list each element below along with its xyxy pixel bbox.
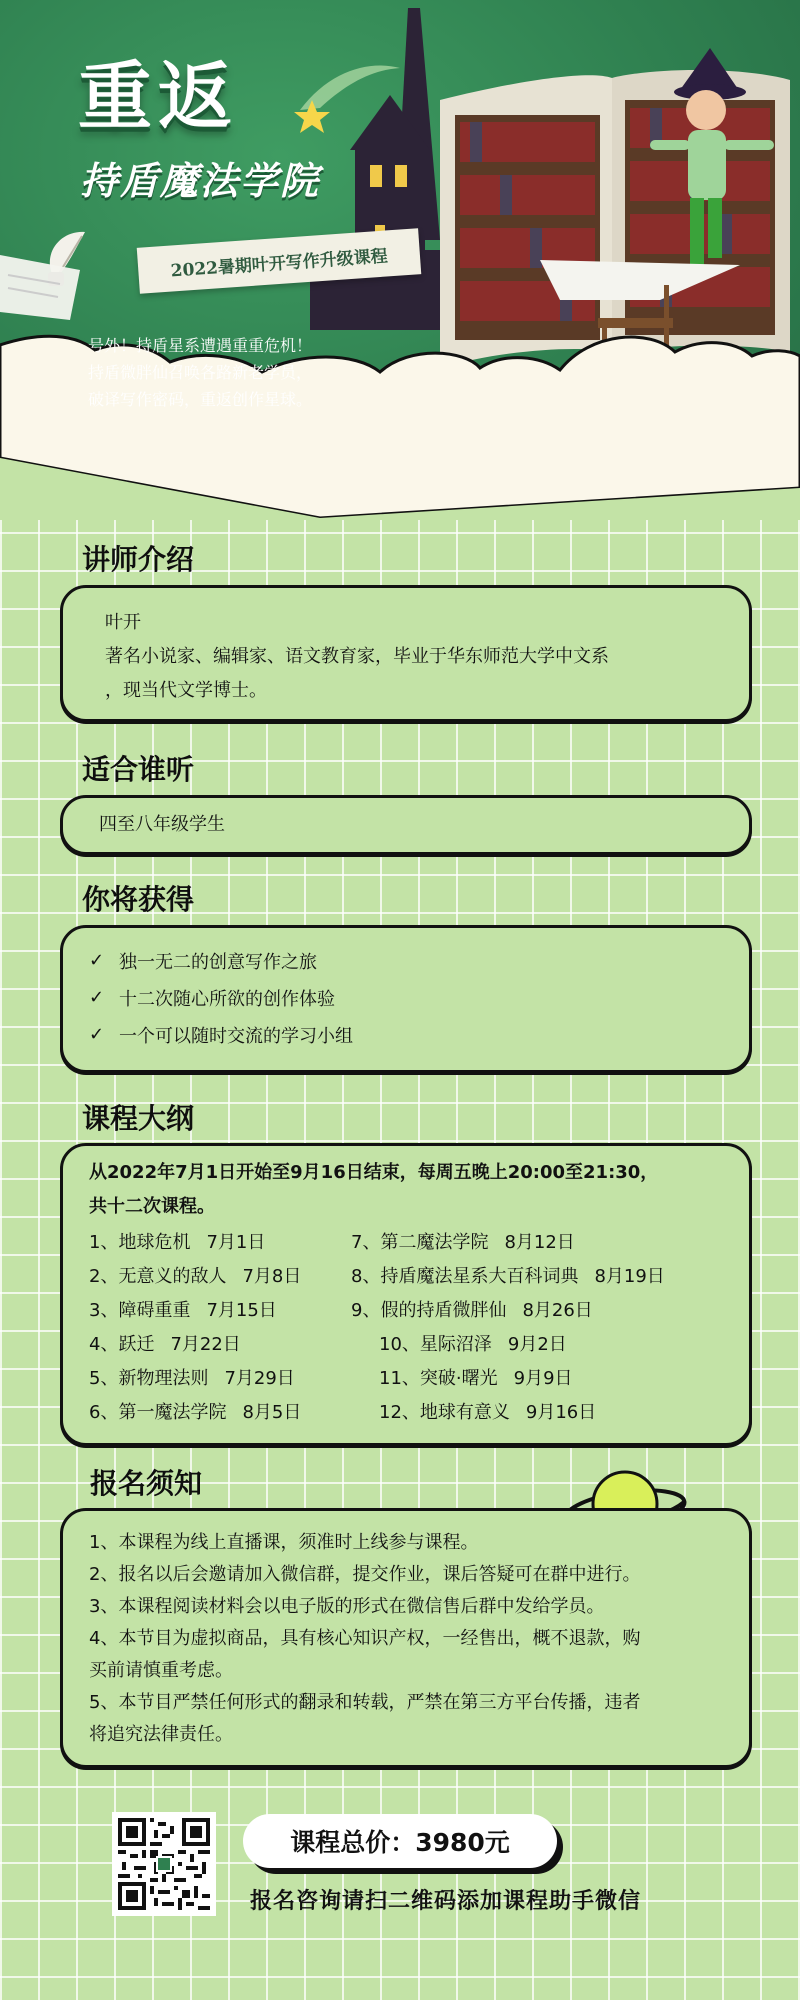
lesson-title: 9、假的持盾微胖仙 <box>351 1300 507 1321</box>
benefit-text: 十二次随心所欲的创作体验 <box>119 988 335 1010</box>
hero-intro-line: 号外！持盾星系遭遇重重危机！ <box>88 336 313 355</box>
lesson-date: 9月2日 <box>507 1334 567 1355</box>
contact-text: 报名咨询请扫二维码添加课程助手微信 <box>250 1889 642 1914</box>
hero-intro-line: 破译写作密码，重返创作星球。 <box>88 390 313 409</box>
lesson-title: 3、障碍重重 <box>89 1300 191 1321</box>
benefits-heading: 你将获得 <box>82 883 195 916</box>
lesson-item <box>351 1226 575 1260</box>
price-label: 课程总价： <box>290 1828 416 1857</box>
lesson-item <box>89 1328 241 1362</box>
lesson-date: 7月29日 <box>224 1368 295 1389</box>
lesson-date: 8月5日 <box>242 1402 302 1423</box>
course-ribbon: 2022暑期叶开写作升级课程 <box>137 228 422 294</box>
castle-illustration <box>310 8 450 330</box>
notice-line: 1、本课程为线上直播课，须准时上线参与课程。 <box>89 1532 479 1553</box>
lesson-date: 8月26日 <box>522 1300 593 1321</box>
notice-line: 5、本节目严禁任何形式的翻录和转载，严禁在第三方平台传播，违者 <box>89 1692 641 1713</box>
lesson-date: 7月15日 <box>206 1300 277 1321</box>
lesson-date: 7月8日 <box>242 1266 302 1287</box>
audience-text: 四至八年级学生 <box>99 814 225 835</box>
lesson-item <box>89 1294 277 1328</box>
outline-lead: 从2022年7月1日开始至9月16日结束，每周五晚上20:00至21:30， <box>89 1162 659 1183</box>
notice-heading: 报名须知 <box>90 1467 203 1500</box>
lesson-title: 4、跃迁 <box>89 1334 155 1355</box>
paper-sheet-icon <box>0 255 80 320</box>
teacher-heading: 讲师介绍 <box>82 543 195 576</box>
benefit-text: 独一无二的创意写作之旅 <box>119 951 317 973</box>
lesson-item <box>89 1396 301 1430</box>
outline-lead: 共十二次课程。 <box>89 1196 215 1217</box>
lesson-title: 5、新物理法则 <box>89 1368 209 1389</box>
lesson-date: 7月22日 <box>170 1334 241 1355</box>
teacher-bio: ，现当代文学博士。 <box>105 680 267 701</box>
lesson-title: 7、第二魔法学院 <box>351 1232 489 1253</box>
price-badge <box>243 1814 557 1868</box>
qr-code[interactable] <box>112 1812 216 1916</box>
lesson-date: 7月1日 <box>206 1232 266 1253</box>
check-icon: ✓ <box>89 987 105 1008</box>
notice-card <box>60 1508 752 1768</box>
lesson-item <box>379 1362 573 1396</box>
check-icon: ✓ <box>89 950 105 971</box>
lesson-item <box>351 1294 593 1328</box>
teacher-card <box>60 585 752 722</box>
lesson-title: 10、星际沼泽 <box>379 1334 492 1355</box>
benefit-item <box>89 979 723 1016</box>
hero-banner <box>0 0 800 520</box>
notice-line: 2、报名以后会邀请加入微信群，提交作业，课后答疑可在群中进行。 <box>89 1564 641 1585</box>
teacher-name: 叶开 <box>105 612 141 633</box>
lesson-date: 9月16日 <box>525 1402 597 1423</box>
lesson-title: 1、地球危机 <box>89 1232 191 1253</box>
price-value: 3980元 <box>415 1828 510 1857</box>
benefit-text: 一个可以随时交流的学习小组 <box>119 1025 353 1047</box>
lesson-item <box>89 1260 301 1294</box>
hero-intro <box>88 332 418 413</box>
teacher-bio: 著名小说家、编辑家、语文教育家，毕业于华东师范大学中文系 <box>105 646 609 667</box>
notice-line: 3、本课程阅读材料会以电子版的形式在微信售后群中发给学员。 <box>89 1596 605 1617</box>
lesson-item <box>379 1328 567 1362</box>
audience-card <box>60 795 752 855</box>
qr-code-pattern <box>118 1818 210 1910</box>
lesson-title: 6、第一魔法学院 <box>89 1402 227 1423</box>
benefits-card <box>60 925 752 1073</box>
hero-title-main: 重返 <box>78 54 238 140</box>
lesson-item <box>379 1396 596 1430</box>
lesson-title: 8、持盾魔法星系大百科词典 <box>351 1266 579 1287</box>
outline-card <box>60 1143 752 1446</box>
benefit-item <box>89 942 723 979</box>
lesson-date: 8月12日 <box>504 1232 575 1253</box>
lesson-item <box>89 1362 295 1396</box>
lesson-item <box>89 1226 265 1260</box>
benefit-item <box>89 1016 723 1053</box>
lesson-date: 8月19日 <box>594 1266 665 1287</box>
lesson-title: 2、无意义的敌人 <box>89 1266 227 1287</box>
notice-line: 买前请慎重考虑。 <box>89 1660 233 1681</box>
notice-line: 4、本节目为虚拟商品，具有核心知识产权，一经售出，概不退款，购 <box>89 1628 641 1649</box>
hero-title-sub: 持盾魔法学院 <box>80 159 321 203</box>
audience-heading: 适合谁听 <box>82 753 195 786</box>
lesson-title: 11、突破·曙光 <box>379 1368 498 1389</box>
outline-heading: 课程大纲 <box>82 1102 195 1135</box>
notice-line: 将追究法律责任。 <box>89 1724 233 1745</box>
lesson-date: 9月9日 <box>513 1368 573 1389</box>
lesson-title: 12、地球有意义 <box>379 1402 510 1423</box>
hero-intro-line: 持盾微胖仙召唤各路新老学员， <box>88 363 313 382</box>
lesson-list <box>89 1226 723 1436</box>
lesson-item <box>351 1260 665 1294</box>
check-icon: ✓ <box>89 1024 105 1045</box>
